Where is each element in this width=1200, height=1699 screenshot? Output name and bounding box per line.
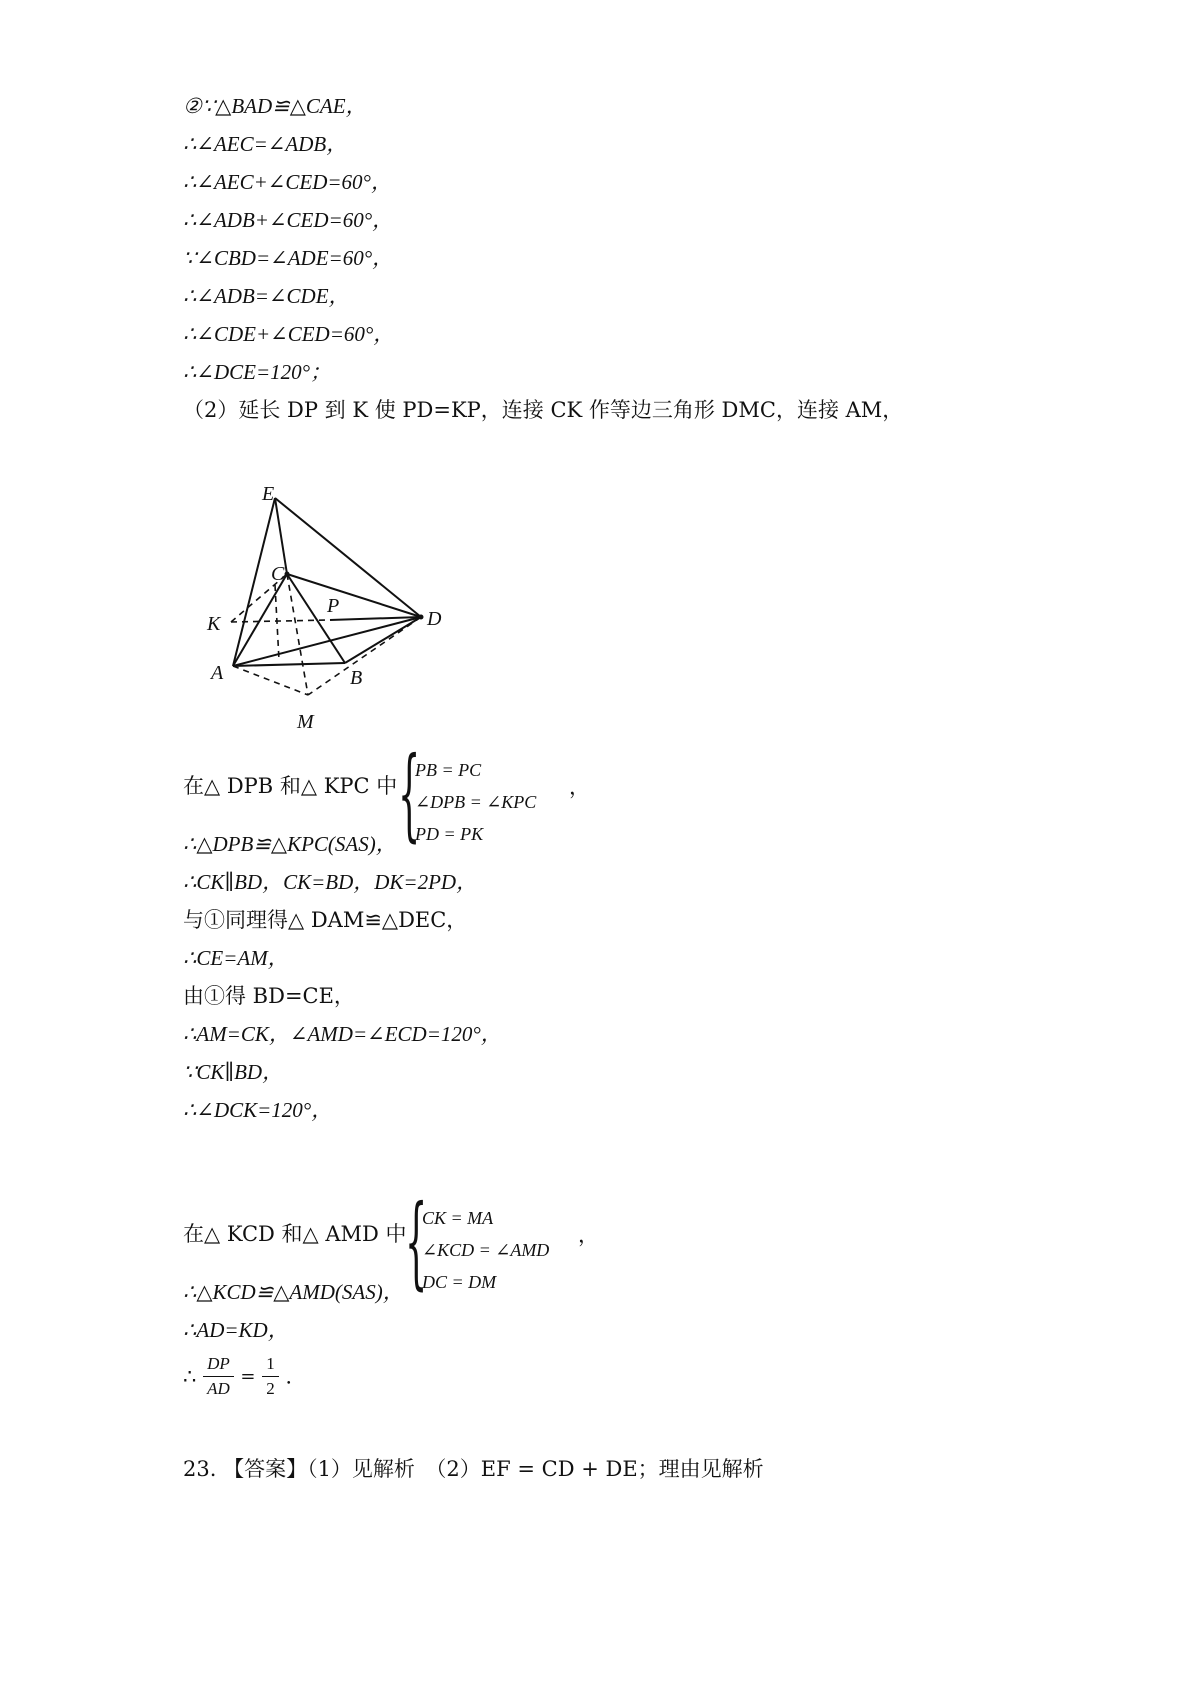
equals-sign: =	[240, 1366, 256, 1387]
segment-CM	[287, 574, 308, 695]
proof-line: ∴∠ADB+∠CED=60°，	[183, 208, 394, 232]
proof-line: ∴△KCD≌△AMD(SAS)，	[183, 1280, 404, 1304]
fraction-dp-ad	[203, 1352, 234, 1401]
system-row: PD = PK	[415, 824, 484, 844]
label-K: K	[207, 613, 221, 635]
system-rows	[415, 754, 536, 850]
segment-AB	[233, 663, 345, 666]
proof-line: ∴∠ADB=∠CDE，	[183, 284, 350, 308]
proof-line: ∴∠AEC+∠CED=60°，	[183, 170, 392, 194]
segment-EA	[233, 498, 275, 666]
left-brace: {	[405, 1183, 428, 1300]
proof-line: ∴△DPB≌△KPC(SAS)，	[183, 832, 397, 856]
label-C: C	[271, 563, 285, 585]
proof-line: ∴CE=AM，	[183, 946, 289, 970]
label-M: M	[297, 711, 314, 733]
numerator: DP	[203, 1352, 234, 1377]
system-tail: ，	[569, 775, 590, 799]
denominator: 2	[266, 1379, 275, 1398]
fraction-one-half	[262, 1352, 279, 1401]
proof-line: 由①得 BD=CE，	[183, 984, 355, 1008]
proof-line: 与①同理得△ DAM≌△DEC，	[183, 908, 468, 932]
proof-line: ∴∠AEC=∠ADB，	[183, 132, 348, 156]
proof-line: ∴∠DCE=120°；	[183, 360, 332, 384]
segment-AM	[233, 666, 308, 695]
denominator: AD	[207, 1379, 230, 1398]
segment-CD	[287, 574, 421, 617]
proof-line: ∵∠CBD=∠ADE=60°，	[183, 246, 394, 270]
label-P: P	[327, 595, 340, 617]
construction-line: （2）延长 DP 到 K 使 PD=KP，连接 CK 作等边三角形 DMC，连接 AM，	[183, 398, 904, 422]
system-row: CK = MA	[422, 1208, 494, 1228]
label-D: D	[427, 608, 442, 630]
proof-line: ∵CK∥BD，	[183, 1060, 284, 1084]
label-E: E	[262, 483, 275, 505]
system-row: ∠KCD = ∠AMD	[422, 1240, 550, 1260]
conclusion-equation	[183, 1352, 292, 1401]
segment-DM	[308, 617, 421, 695]
label-A: A	[211, 662, 224, 684]
system-label: 在△ DPB 和△ KPC 中	[183, 774, 398, 798]
proof-line: ∴∠CDE+∠CED=60°，	[183, 322, 395, 346]
segment-AD	[233, 617, 421, 666]
system-label: 在△ KCD 和△ AMD 中	[183, 1222, 407, 1246]
system-rows	[422, 1202, 549, 1298]
answer-23: 23. 【答案】（1）见解析 （2）EF = CD + DE；理由见解析	[183, 1457, 764, 1481]
label-B: B	[350, 667, 363, 689]
system-row: DC = DM	[422, 1272, 497, 1292]
segment-KP	[231, 620, 330, 622]
segment-ED	[275, 498, 421, 617]
left-brace: {	[398, 735, 421, 852]
geometry-figure	[195, 480, 455, 740]
proof-line: ②∵△BAD≌△CAE，	[183, 94, 367, 118]
period: .	[285, 1364, 293, 1389]
proof-line: ∴CK∥BD，CK=BD，DK=2PD，	[183, 870, 478, 894]
numerator: 1	[262, 1352, 279, 1377]
proof-line: ∴∠DCK=120°，	[183, 1098, 333, 1122]
therefore-symbol: ∴	[183, 1364, 197, 1389]
system-row: ∠DPB = ∠KPC	[415, 792, 537, 812]
segment-AC-dash	[275, 585, 279, 660]
system-row: PB = PC	[415, 760, 482, 780]
system-tail: ，	[578, 1223, 599, 1247]
proof-line: ∴AM=CK，∠AMD=∠ECD=120°，	[183, 1022, 502, 1046]
proof-line: ∴AD=KD，	[183, 1318, 289, 1342]
